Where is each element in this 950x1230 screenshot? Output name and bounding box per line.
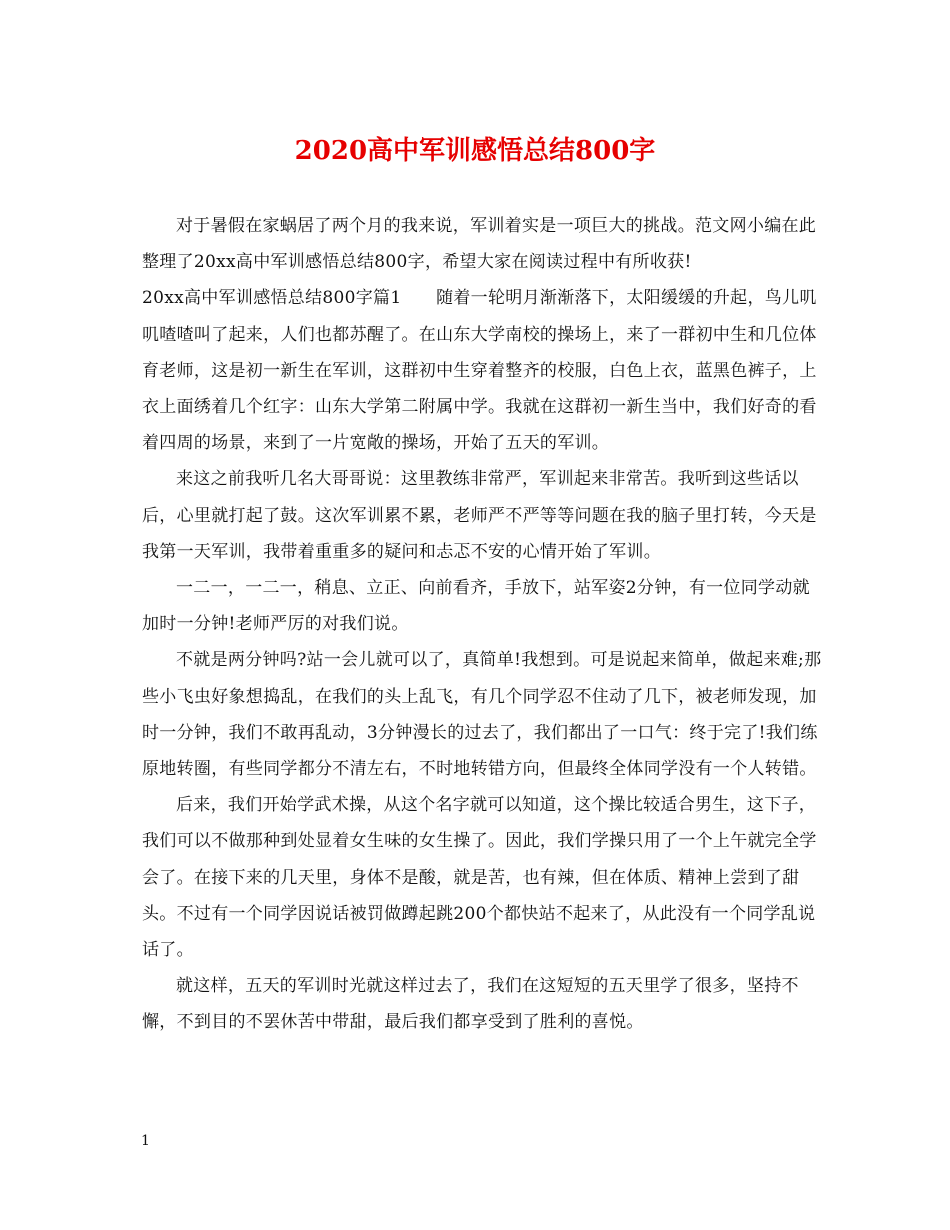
paragraph: 一二一，一二一，稍息、立正、向前看齐，手放下，站军姿2分钟，有一位同学动就加时一分钟!老师严厉的对我们说。 [142, 578, 810, 635]
paragraph: 对于暑假在家蜗居了两个月的我来说，军训着实是一项巨大的挑战。范文网小编在此整理了20xx高中军训感悟总结800字，希望大家在阅读过程中有所收获! [142, 216, 817, 273]
paragraph: 就这样，五天的军训时光就这样过去了，我们在这短短的五天里学了很多，坚持不懈，不到目的不罢休苦中带甜，最后我们都享受到了胜利的喜悦。 [142, 976, 799, 1033]
document-body [142, 208, 822, 1041]
paragraph: 后来，我们开始学武术操，从这个名字就可以知道，这个操比较适合男生，这下子，我们可以不做那种到处显着女生味的女生操了。因此，我们学操只用了一个上午就完全学会了。在接下来的几天里，身体不是酸，就是苦，也有辣，但在体质、精神上尝到了甜头。不过有一个同学因说话被罚做蹲起跳200个都快站不起来了，从此没有一个同学乱说话了。 [142, 795, 817, 961]
page-number: 1 [141, 1133, 150, 1149]
paragraph: 20xx高中军训感悟总结800字篇1 随着一轮明月渐渐落下，太阳缓缓的升起，鸟儿叽叽喳喳叫了起来，人们也都苏醒了。在山东大学南校的操场上，来了一群初中生和几位体育老师，这是初一新生在军训，这群初中生穿着整齐的校服，白色上衣，蓝黑色裤子，上衣上面绣着几个红字：山东大学第二附属中学。我就在这群初一新生当中，我们好奇的看着四周的场景，来到了一片宽敞的操场，开始了五天的军训。 [142, 288, 817, 454]
paragraph: 不就是两分钟吗?站一会儿就可以了，真简单!我想到。可是说起来简单，做起来难;那些小飞虫好象想捣乱，在我们的头上乱飞，有几个同学忍不住动了几下，被老师发现，加时一分钟，我们不敢再乱动，3分钟漫长的过去了，我们都出了一口气：终于完了!我们练原地转圈，有些同学都分不清左右，不时地转错方向，但最终全体同学没有一个人转错。 [142, 650, 822, 780]
paragraph: 来这之前我听几名大哥哥说：这里教练非常严，军训起来非常苦。我听到这些话以后，心里就打起了鼓。这次军训累不累，老师严不严等等问题在我的脑子里打转，今天是我第一天军训，我带着重重多的疑问和忐忑不安的心情开始了军训。 [142, 469, 817, 562]
document-title: 2020高中军训感悟总结800字 [294, 136, 656, 166]
